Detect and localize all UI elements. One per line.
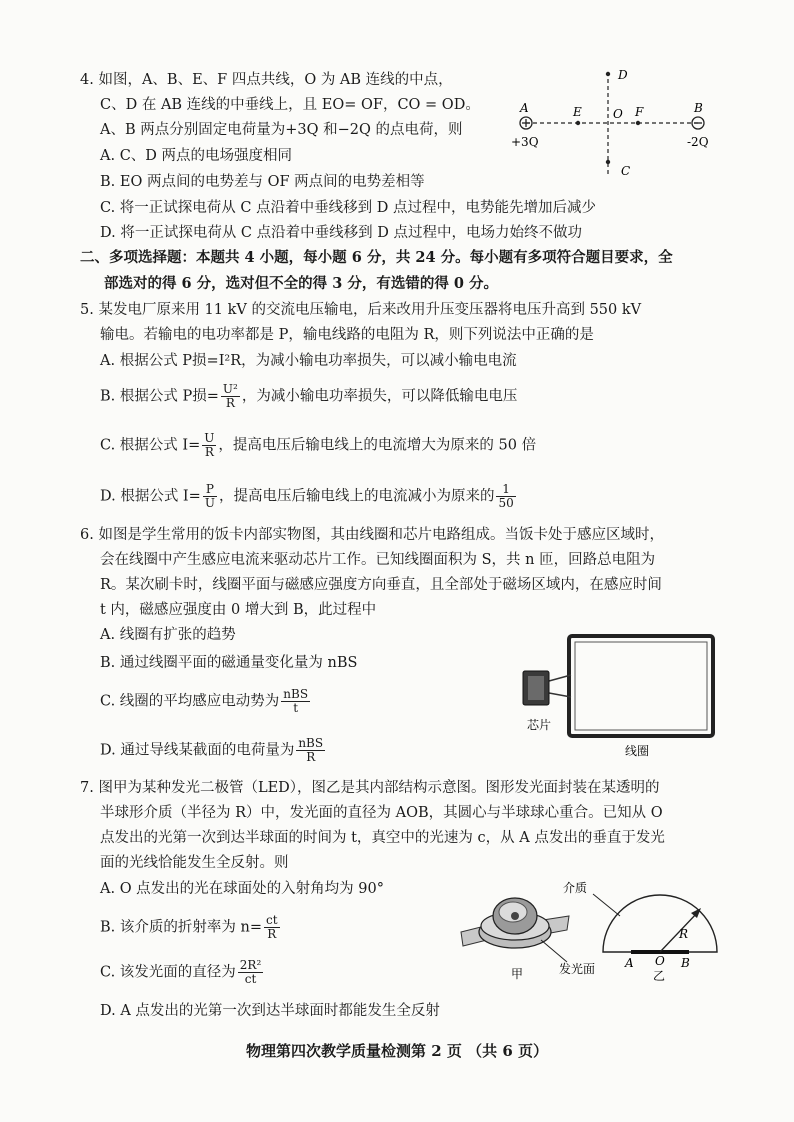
- label-b: B: [694, 101, 703, 115]
- q5-option-c-prefix: C. 根据公式 I=: [100, 437, 201, 454]
- q5-stem-line2: 输电。若输电的电功率都是 P，输电线路的电阻为 R，则下列说法中正确的是: [100, 327, 594, 343]
- q6-stem-line4: t 内，磁感应强度由 0 增大到 B，此过程中: [100, 602, 377, 618]
- q7-option-b: [100, 914, 282, 941]
- q4-option-c: C. 将一正试探电荷从 C 点沿着中垂线移到 D 点过程中，电势能先增加后减少: [100, 200, 596, 216]
- label-o: O: [613, 107, 623, 121]
- q6-option-d-prefix: D. 通过导线某截面的电荷量为: [100, 742, 295, 759]
- q5-option-d-ratio: $\frac{1}{50}$: [498, 482, 514, 510]
- q6-option-c-prefix: C. 线圈的平均感应电动势为: [100, 693, 280, 710]
- label-r: R: [679, 927, 689, 941]
- q6-option-a: A. 线圈有扩张的趋势: [100, 627, 236, 643]
- q5-option-a: A. 根据公式 P损=I²R，为减小输电功率损失，可以减小输电电流: [100, 353, 517, 369]
- label-f: F: [635, 105, 644, 119]
- label-b-point: B: [681, 956, 690, 970]
- q7-option-c: [100, 959, 265, 986]
- hemisphere: [603, 895, 717, 952]
- q7-led-figure: [455, 870, 735, 985]
- q5-option-d-fraction: $\frac{P}{U}$: [204, 482, 215, 510]
- q7-option-c-fraction: $\frac{\text{2R²}}{ct}$: [239, 958, 262, 986]
- point-e: [576, 121, 580, 125]
- q5-stem-line1: 5. 某发电厂原来用 11 kV 的交流电压输电，后来改用升压变压器将电压升高到 550 kV: [80, 302, 642, 318]
- q7-stem-line1: 7. 图甲为某种发光二极管（LED），图乙是其内部结构示意图。图形发光面封装在某透明的: [80, 780, 660, 796]
- coil-outer: [569, 636, 713, 736]
- q4-option-d: D. 将一正试探电荷从 C 点沿着中垂线移到 D 点过程中，电场力始终不做功: [100, 225, 582, 241]
- q7-stem-line4: 面的光线恰能发生全反射。则: [100, 855, 289, 871]
- q7-option-b-prefix: B. 该介质的折射率为 n=: [100, 919, 262, 936]
- label-o-point: O: [655, 954, 665, 968]
- q6-stem-line1: 6. 如图是学生常用的饭卡内部实物图，其由线圈和芯片电路组成。当饭卡处于感应区域时，: [80, 527, 664, 543]
- label-minus-2q: -2Q: [687, 135, 709, 149]
- q5-option-b-prefix: B. 根据公式 P损=: [100, 388, 219, 405]
- label-e: E: [573, 105, 582, 119]
- q4-stem-line2: C、D 在 AB 连线的中垂线上，且 EO= OF，CO = OD。: [100, 97, 480, 113]
- coil-inner: [575, 642, 707, 730]
- label-jia: 甲: [511, 967, 524, 981]
- q4-stem-line1: 4. 如图，A、B、E、F 四点共线，O 为 AB 连线的中点，: [80, 72, 453, 88]
- point-d: [606, 72, 610, 76]
- point-f: [636, 121, 640, 125]
- chip-label: 芯片: [527, 718, 552, 732]
- q6-option-c-fraction: $\frac{\text{nBS}}{t}$: [283, 687, 309, 715]
- q6-option-c: [100, 688, 312, 715]
- label-yi: 乙: [653, 969, 666, 983]
- q5-option-b: [100, 383, 517, 410]
- q6-option-d-fraction: $\frac{\text{nBS}}{R}$: [298, 736, 324, 764]
- medium-leader: [593, 894, 620, 916]
- label-emit-surface: 发光面: [559, 962, 596, 976]
- q4-stem-line3: A、B 两点分别固定电荷量为+3Q 和−2Q 的点电荷，则: [100, 122, 463, 138]
- q7-option-d: D. A 点发出的光第一次到达半球面时都能发生全反射: [100, 1003, 440, 1019]
- q6-option-b: B. 通过线圈平面的磁通量变化量为 nBS: [100, 655, 358, 671]
- led-photo: [461, 898, 569, 948]
- q4-charge-diagram: [505, 62, 720, 182]
- label-a: A: [520, 101, 529, 115]
- section2-header-line2: 部选对的得 6 分，选对但不全的得 3 分，有选错的得 0 分。: [104, 275, 499, 292]
- q7-option-a: A. O 点发出的光在球面处的入射角均为 90°: [100, 881, 384, 897]
- q5-option-d: [100, 483, 518, 510]
- q4-option-a: A. C、D 两点的电场强度相同: [100, 148, 293, 164]
- section2-header-line1: 二、多项选择题：本题共 4 小题，每小题 6 分，共 24 分。每小题有多项符合题目要求，全: [80, 249, 673, 266]
- q6-card-figure: [515, 633, 715, 763]
- label-plus-3q: +3Q: [511, 135, 539, 149]
- coil-label: 线圈: [625, 744, 650, 758]
- q5-option-c-suffix: ，提高电压后输电线上的电流增大为原来的 50 倍: [218, 437, 537, 454]
- q6-option-d: [100, 737, 327, 764]
- q5-option-d-prefix: D. 根据公式 I=: [100, 488, 201, 505]
- q5-option-d-suffix: ，提高电压后输电线上的电流减小为原来的: [218, 488, 495, 505]
- label-medium: 介质: [563, 881, 588, 895]
- page-footer: 物理第四次教学质量检测第 2 页 （共 6 页）: [246, 1042, 548, 1060]
- q5-option-b-suffix: ，为减小输电功率损失，可以降低输电电压: [241, 388, 518, 405]
- q5-option-b-fraction: $\frac{\text{U²}}{R}$: [222, 382, 238, 410]
- q7-option-b-fraction: $\frac{ct}{R}$: [265, 913, 278, 941]
- label-a-point: A: [625, 956, 634, 970]
- point-c: [606, 160, 610, 164]
- q7-stem-line3: 点发出的光第一次到达半球面的时间为 t，真空中的光速为 c，从 A 点发出的垂直于发光: [100, 830, 665, 846]
- q5-option-c: [100, 432, 536, 459]
- q6-stem-line2: 会在线圈中产生感应电流来驱动芯片工作。已知线圈面积为 S，共 n 匝，回路总电阻为: [100, 552, 656, 568]
- label-d: D: [618, 68, 628, 82]
- q4-option-b: B. EO 两点间的电势差与 OF 两点间的电势差相等: [100, 174, 425, 190]
- q6-stem-line3: R。某次刷卡时，线圈平面与磁感应强度方向垂直，且全部处于磁场区域内，在感应时间: [100, 577, 662, 593]
- emit-surface-leader: [541, 940, 567, 962]
- q5-option-c-fraction: $\frac{U}{R}$: [204, 431, 215, 459]
- label-c: C: [621, 164, 631, 178]
- q7-stem-line2: 半球形介质（半径为 R）中，发光面的直径为 AOB，其圆心与半球球心重合。已知从 O: [100, 805, 663, 821]
- q7-option-c-prefix: C. 该发光面的直径为: [100, 964, 236, 981]
